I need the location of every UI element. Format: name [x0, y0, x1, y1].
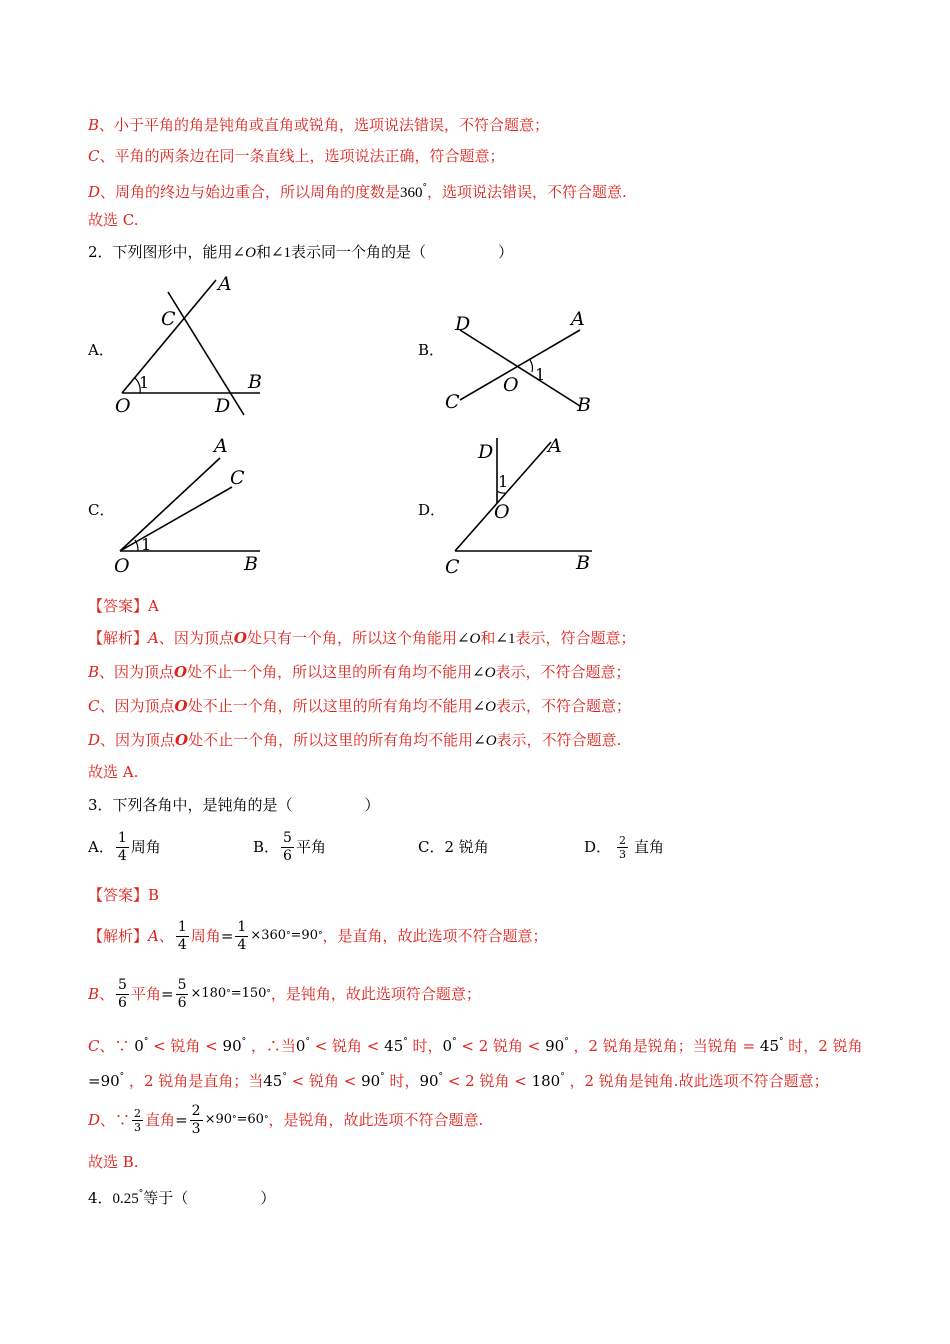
vertex-label: O [175, 731, 189, 749]
explanation-text: 、因为顶点 [99, 663, 175, 681]
denominator: 3 [619, 847, 627, 861]
explanation-prefix: 【解析】 [88, 927, 149, 945]
explanation-text: 处不止一个角，所以这里的所有角均不能用 [188, 731, 474, 749]
equals: = [175, 1111, 188, 1129]
q3-option-a [88, 827, 161, 867]
option-label: D． [584, 838, 612, 856]
q3-stem [88, 794, 380, 816]
point-label-a: A [548, 435, 562, 457]
q3-explanation-b: B 、 $\frac{5}{6}$ 平角 = $\frac{5}{6}$ ×180 ° =150 ° ，是钝角，故此选项符合题意； [88, 976, 481, 1011]
point-label-o: O [494, 501, 510, 523]
q2-option-c-label: C． [88, 501, 115, 519]
expression: ×360 [250, 928, 287, 943]
explanation-text: ，选项说法错误，不符合题意. [427, 183, 627, 201]
explanation-text: 表示，不符合题意； [496, 697, 632, 715]
option-text: 周角 [130, 838, 161, 856]
point-label-b: B [576, 552, 590, 574]
angle-o: ∠O [472, 699, 496, 715]
option-letter: C [88, 147, 100, 165]
angle-o: ∠O [456, 631, 481, 647]
option-letter: D [88, 731, 101, 749]
prev-explanation-d [88, 177, 627, 204]
prev-explanation-b [88, 114, 549, 136]
q3-explanation-c-line1: C、∵ 0° < 锐角 < 90° ，∴当0° < 锐角 < 45° 时，0° < 2 锐角 < 90° ，2 锐角是锐角；当锐角 = 45° 时，2 锐角 [88, 1037, 863, 1055]
q4-stem: 4．0.25°等于（ ） [88, 1189, 276, 1207]
denominator: 6 [283, 847, 292, 864]
point-label-a: A [214, 435, 228, 457]
point-label-b: B [577, 394, 591, 416]
fraction [176, 977, 189, 1012]
q3-explanation-a: 【解析】 A 、 $\frac{1}{4}$ 周角 = $\frac{1}{4}$ ×360 ° =90 ° ，是直角，故此选项不符合题意； [88, 918, 548, 953]
point-label-c: C [230, 467, 245, 489]
expression: ×180 [190, 986, 227, 1001]
option-letter: A [148, 629, 159, 647]
point-label-a: A [218, 273, 232, 295]
result: =60 [236, 1112, 264, 1127]
numerator: 5 [283, 829, 292, 846]
fraction [132, 1107, 143, 1134]
point-label-b: B [244, 553, 258, 575]
angle-label-1: 1 [535, 365, 546, 384]
stem-text: ） [498, 243, 514, 261]
vertex-label: O [174, 663, 188, 681]
explanation-text: 、因为顶点 [99, 697, 175, 715]
fraction [116, 977, 129, 1012]
equals: = [220, 927, 234, 945]
q3-explanation-c-line2: =90° ，2 锐角是直角；当45° < 锐角 < 90° 时，90° < 2 锐角 < 180° ，2 锐角是钝角.故此选项不符合题意； [88, 1072, 829, 1090]
option-label: A． [88, 838, 114, 856]
q2-figure-c [110, 430, 280, 584]
q3-conclusion: 故选 B. [88, 1153, 139, 1171]
point-label-o: O [503, 374, 519, 396]
result: =90 [290, 928, 318, 943]
explanation-text: ，是直角，故此选项不符合题意； [322, 927, 548, 945]
numerator: 1 [237, 918, 247, 935]
denominator: 6 [118, 994, 127, 1011]
option-letter: C [88, 1037, 100, 1055]
prev-explanation-c [88, 145, 505, 167]
angle-o: ∠O [473, 733, 497, 749]
option-letter: B [88, 663, 100, 681]
numerator: 5 [118, 976, 127, 993]
q2-explanation-a [88, 627, 635, 650]
fraction [190, 1103, 203, 1138]
fraction [176, 919, 189, 954]
stem-text: ） [260, 1189, 276, 1207]
explanation-text: 处不止一个角，所以这里的所有角均不能用 [187, 697, 473, 715]
explanation-text: 、小于平角的角是钝角或直角或锐角，选项说法错误，不符合题意； [99, 116, 550, 134]
explanation-text: 处不止一个角，所以这里的所有角均不能用 [187, 663, 473, 681]
option-text: 直角 [634, 838, 665, 856]
point-label-c: C [445, 391, 460, 413]
explanation-text: 、周角的终边与始边重合，所以周角的度数是 [100, 183, 401, 201]
explanation-text: 周角 [190, 927, 221, 945]
fraction [281, 830, 294, 865]
option-letter: A [148, 927, 159, 945]
q2-option-b-label: B． [418, 341, 445, 359]
q2-explanation-d [88, 729, 621, 752]
degree-symbol: ° [422, 183, 428, 193]
denominator: 4 [177, 936, 187, 953]
denominator: 3 [134, 1120, 142, 1134]
stem-text: 4． [88, 1189, 113, 1207]
stem-text: 等于（ [143, 1189, 189, 1207]
q2-explanation-b [88, 661, 631, 684]
option-letter: D [88, 1111, 101, 1129]
prev-conclusion: 故选 C. [88, 211, 139, 229]
q3-option-b [253, 827, 326, 867]
denominator: 6 [177, 994, 187, 1011]
q2-explanation-c [88, 695, 631, 718]
expression: ×90 [204, 1112, 232, 1127]
q2-conclusion: 故选 A. [88, 763, 139, 781]
explanation-text: 平角 [130, 985, 161, 1003]
explanation-text: 、∵ [100, 1111, 131, 1129]
angle-o: ∠O [472, 665, 496, 681]
point-label-d: D [455, 313, 471, 335]
option-letter: B [88, 116, 100, 134]
fraction [617, 834, 628, 861]
stem-text: 表示同一个角的是（ [291, 243, 427, 261]
point-label-d: D [215, 395, 231, 417]
option-letter: D [88, 183, 101, 201]
numerator: 1 [177, 918, 187, 935]
angle-1: ∠1 [270, 245, 292, 261]
explanation-text: 、平角的两条边在同一条直线上，选项说法正确，符合题意； [99, 147, 505, 165]
point-label-o: O [115, 395, 131, 417]
denominator: 3 [191, 1120, 201, 1137]
numerator: 2 [134, 1106, 142, 1120]
q2-answer: 【答案】A [88, 597, 159, 615]
numerator: 2 [191, 1102, 201, 1119]
explanation-text: 表示，不符合题意. [496, 731, 622, 749]
point-label-c: C [445, 556, 460, 578]
q2-stem [88, 241, 513, 264]
degree-value: 360 [400, 185, 423, 201]
explanation-text: 表示，不符合题意； [495, 663, 631, 681]
stem-text: ） [364, 796, 380, 814]
explanation-text: 、因为顶点 [158, 629, 234, 647]
point-label-a: A [571, 308, 585, 330]
angle-o: ∠O [232, 245, 256, 261]
vertex-label: O [174, 697, 188, 715]
explanation-text: 处只有一个角，所以这个角能用 [246, 629, 457, 647]
explanation-text: 、因为顶点 [100, 731, 176, 749]
denominator: 4 [237, 936, 247, 953]
explanation-text: 直角 [145, 1111, 176, 1129]
vertex-label: O [233, 629, 247, 647]
fraction [235, 919, 248, 954]
angle-1: ∠1 [495, 631, 516, 647]
angle-label-1: 1 [498, 472, 509, 491]
point-label-d: D [478, 441, 494, 463]
angle-label-1: 1 [139, 373, 150, 392]
explanation-text: 和 [480, 629, 496, 647]
explanation-text: ，是锐角，故此选项不符合题意. [268, 1111, 484, 1129]
q3-option-d [584, 827, 664, 867]
q2-figure-b [440, 300, 610, 424]
explanation-text: ，是钝角，故此选项符合题意； [270, 985, 481, 1003]
q2-option-d-label: D． [418, 501, 446, 519]
q3-explanation-d: D 、∵ $\frac{2}{3}$ 直角 = $\frac{2}{3}$ ×90 ° =60 ° ，是锐角，故此选项不符合题意. [88, 1102, 484, 1137]
option-label: B． [253, 838, 280, 856]
option-text: 2 锐角 [444, 838, 489, 856]
result: =150 [230, 986, 267, 1001]
numerator: 1 [117, 829, 127, 846]
explanation-prefix: 【解析】 [88, 629, 149, 647]
denominator: 4 [117, 847, 127, 864]
numerator: 2 [619, 833, 627, 847]
q3-option-c [418, 827, 489, 867]
stem-text: 和 [255, 243, 271, 261]
numerator: 5 [177, 976, 187, 993]
angle-label-1: 1 [141, 535, 152, 554]
q2-figure-d [440, 430, 610, 584]
stem-text: 3．下列各角中，是钝角的是（ [88, 796, 293, 814]
point-label-b: B [248, 371, 262, 393]
q2-option-a-label: A． [88, 341, 114, 359]
q3-answer: 【答案】B [88, 886, 160, 904]
option-letter: C [88, 697, 100, 715]
degree-value: 0.25 [112, 1191, 139, 1207]
point-label-o: O [114, 555, 130, 577]
point-label-c: C [161, 308, 176, 330]
q2-figure-a [110, 270, 280, 424]
stem-text: 2．下列图形中，能用 [88, 243, 233, 261]
option-label: C． [418, 838, 445, 856]
option-letter: B [88, 985, 100, 1003]
explanation-text: 表示，符合题意； [515, 629, 636, 647]
fraction [116, 830, 129, 865]
option-text: 平角 [295, 838, 326, 856]
equals: = [160, 985, 174, 1003]
